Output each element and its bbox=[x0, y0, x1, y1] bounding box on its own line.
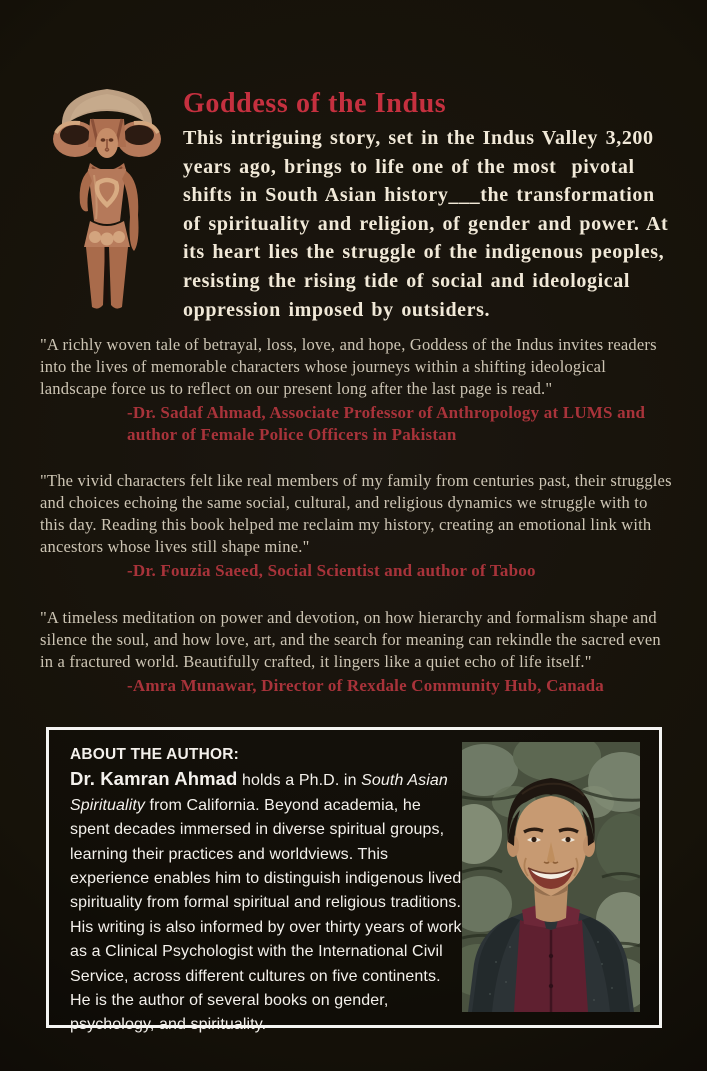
bio-book-title-italic: South Asian Spirituality bbox=[70, 772, 448, 814]
review-attribution: -Dr. Sadaf Ahmad, Associate Professor of Anthropology at LUMS and author of Female Police Officers in Pakistan bbox=[127, 403, 646, 444]
reviews-section bbox=[40, 334, 676, 721]
review-item bbox=[40, 334, 676, 445]
author-photo bbox=[462, 742, 640, 1012]
bio-segment: from California. Beyond academia, he spent decades immersed in diverse spiritual groups, learning their practices and worldviews. This experience enables him to distinguish indigenous lived spirituality from formal spiritual and religious traditions. His writing is also informed by over thirty years of work as a Clinical Psychologist with the International Civil Service, across different cultures on five continents. He is the author of several books on gender, psychology, and spirituality. bbox=[70, 796, 462, 1034]
about-heading: ABOUT THE AUTHOR: bbox=[70, 746, 240, 763]
review-quote: "A timeless meditation on power and devotion, on how hierarchy and formalism shape and silence the soul, and how love, art, and the search for meaning can rekindle the sacred even in a fractured world. Beautifully crafted, it lingers like a quiet echo of life itself." bbox=[40, 607, 661, 671]
author-bio-text bbox=[70, 743, 464, 1038]
author-name: Dr. Kamran Ahmad bbox=[70, 768, 238, 790]
review-quote: "A richly woven tale of betrayal, loss, love, and hope, Goddess of the Indus invites readers into the lives of memorable characters whose journeys within a shifting ideological landscape force us to reflect on our present long after the last page is read." bbox=[40, 335, 657, 398]
about-the-author-box bbox=[46, 727, 662, 1034]
review-attribution: -Amra Munawar, Director of Rexdale Community Hub, Canada bbox=[127, 675, 604, 695]
review-quote: "The vivid characters felt like real members of my family from centuries past, their struggles and choices echoing the same social, cultural, and religious dynamics we struggle with to this day. Reading this book helped me reclaim my history, creating an emotional link with ancestors whose lives still shape mine." bbox=[40, 471, 672, 556]
review-attribution: -Dr. Fouzia Saeed, Social Scientist and author of Taboo bbox=[127, 561, 536, 580]
review-item bbox=[40, 470, 676, 582]
book-blurb: This intriguing story, set in the Indus Valley 3,200 years ago, brings to life one of the most pivotal shifts in South Asian history___the transformation of spirituality and religion, of gender and power. At its heart lies the struggle of the indigenous peoples, resisting the rising tide of social and ideological oppression imposed by outsiders. bbox=[183, 127, 676, 321]
figurine-illustration bbox=[50, 85, 164, 315]
bio-segment: holds a Ph.D. in bbox=[237, 772, 362, 790]
author-portrait-illustration bbox=[462, 742, 640, 1012]
indus-goddess-figurine-image bbox=[50, 85, 164, 315]
book-title: Goddess of the Indus bbox=[183, 88, 447, 119]
review-item bbox=[40, 607, 676, 697]
